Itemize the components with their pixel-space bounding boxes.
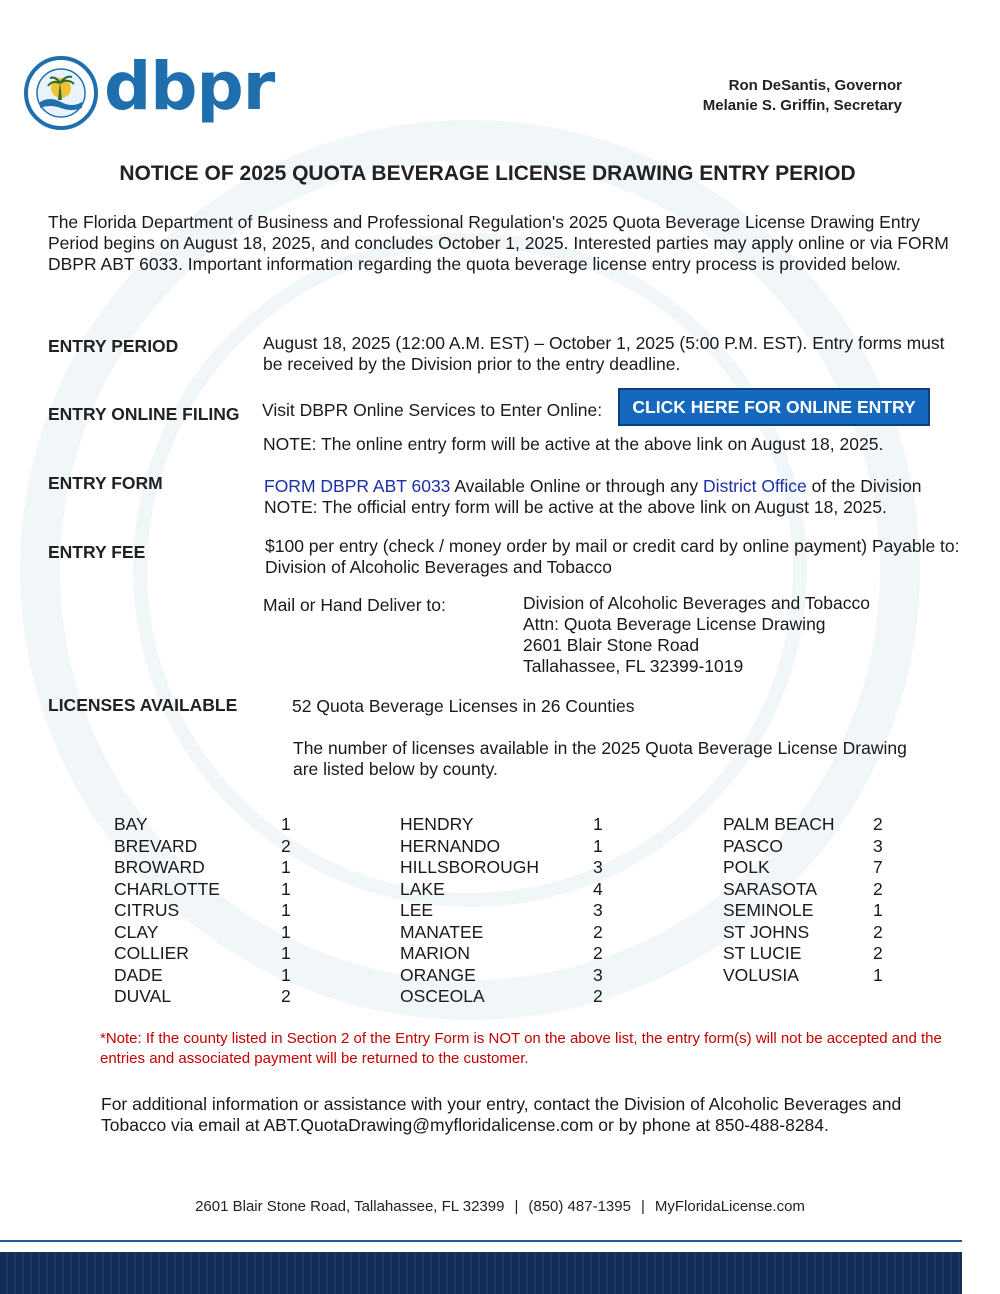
entry-form-line xyxy=(264,476,964,497)
secretary-name: Melanie S. Griffin, Secretary xyxy=(702,97,902,114)
address-line: Attn: Quota Beverage License Drawing xyxy=(523,614,826,634)
contact-paragraph: For additional information or assistance with your entry, contact the Division of Alcoholic Beverages and Tobacco via email at ABT.QuotaDrawing@myfloridalicense.com or by phone at 850-488-8284. xyxy=(101,1094,902,1135)
footer-divider xyxy=(0,1240,962,1242)
county-count: 2 xyxy=(593,921,603,942)
county-count: 2 xyxy=(873,921,883,942)
county-name: OSCEOLA xyxy=(400,986,485,1006)
county-count: 1 xyxy=(593,814,603,834)
county-name: LAKE xyxy=(400,878,445,899)
county-count: 1 xyxy=(281,964,291,985)
county-column-2-counts xyxy=(593,814,603,1008)
county-name: DADE xyxy=(114,964,163,985)
county-name: PASCO xyxy=(723,835,783,856)
county-name: HERNANDO xyxy=(400,835,501,856)
county-name: BREVARD xyxy=(114,835,198,856)
dbpr-logo xyxy=(24,48,275,132)
footer-separator: | xyxy=(640,1198,645,1215)
county-name: PALM BEACH xyxy=(723,814,835,834)
county-name: HILLSBOROUGH xyxy=(400,857,540,877)
county-count: 1 xyxy=(593,835,603,856)
county-count: 3 xyxy=(873,835,883,856)
county-count: 2 xyxy=(873,814,883,834)
entry-form-note: NOTE: The official entry form will be active at the above link on August 18, 2025. xyxy=(264,497,887,517)
district-office-link[interactable]: District Office xyxy=(703,476,807,496)
county-count: 2 xyxy=(281,986,291,1006)
entry-period-text: August 18, 2025 (12:00 A.M. EST) – October 1, 2025 (5:00 P.M. EST). Entry forms must be received by the Division prior to the entry deadline. xyxy=(263,333,945,374)
county-count: 1 xyxy=(281,900,291,920)
county-count: 2 xyxy=(593,943,603,963)
county-count: 3 xyxy=(593,857,603,877)
online-filing-note: NOTE: The online entry form will be active at the above link on August 18, 2025. xyxy=(263,434,884,454)
form-abt-6033-link[interactable]: FORM DBPR ABT 6033 xyxy=(264,476,451,496)
county-count: 3 xyxy=(593,900,603,920)
address-line: Division of Alcoholic Beverages and Tobacco xyxy=(523,593,870,613)
online-filing-label: ENTRY ONLINE FILING xyxy=(48,404,240,424)
county-count: 7 xyxy=(873,857,883,877)
county-count: 1 xyxy=(281,943,291,963)
state-seal-icon xyxy=(24,56,98,130)
county-name: SARASOTA xyxy=(723,878,818,899)
county-column-1-names xyxy=(114,814,220,1008)
footer-phone: (850) 487-1395 xyxy=(528,1198,631,1215)
mail-label: Mail or Hand Deliver to: xyxy=(263,595,446,615)
logo-wordmark: dbpr xyxy=(104,48,275,125)
county-column-3-counts xyxy=(873,814,883,986)
county-name: ST LUCIE xyxy=(723,943,802,963)
county-name: COLLIER xyxy=(114,943,189,963)
entry-period-label: ENTRY PERIOD xyxy=(48,336,179,356)
county-warning-note: *Note: If the county listed in Section 2 of the Entry Form is NOT on the above list, the entry form(s) will not be accepted and the entries and associated payment will be returned to the customer. xyxy=(100,1030,942,1067)
county-count: 2 xyxy=(873,943,883,963)
county-name: MARION xyxy=(400,943,470,963)
county-count: 2 xyxy=(873,878,883,899)
county-count: 1 xyxy=(281,857,291,877)
online-entry-button[interactable]: CLICK HERE FOR ONLINE ENTRY xyxy=(618,388,930,426)
address-line: Tallahassee, FL 32399-1019 xyxy=(523,656,744,676)
county-name: DUVAL xyxy=(114,986,172,1006)
county-count: 1 xyxy=(873,900,883,920)
county-count: 1 xyxy=(281,814,291,834)
online-filing-text: Visit DBPR Online Services to Enter Online: xyxy=(262,400,603,420)
footer xyxy=(0,1198,1000,1215)
intro-paragraph: The Florida Department of Business and Professional Regulation's 2025 Quota Beverage License Drawing Entry Period begins on August 18, 2025, and concludes October 1, 2025. Interested parties may apply online or via FORM DBPR ABT 6033. Important information regarding the quota beverage license entry process is provided below. xyxy=(48,212,949,274)
county-name: ST JOHNS xyxy=(723,921,810,942)
county-name: SEMINOLE xyxy=(723,900,814,920)
county-name: CLAY xyxy=(114,921,159,942)
county-column-2-names xyxy=(400,814,539,1008)
entry-fee-label: ENTRY FEE xyxy=(48,542,146,562)
county-count: 4 xyxy=(593,878,603,899)
county-name: POLK xyxy=(723,857,770,877)
entry-fee-text: $100 per entry (check / money order by mail or credit card by online payment) Payable to: Division of Alcoholic Beverages and Tobacco xyxy=(265,536,960,577)
county-name: ORANGE xyxy=(400,964,476,985)
county-name: CHARLOTTE xyxy=(114,878,220,899)
county-column-3-names xyxy=(723,814,835,986)
mailing-address xyxy=(523,593,870,677)
footer-separator: | xyxy=(514,1198,519,1215)
footer-website-link[interactable]: MyFloridaLicense.com xyxy=(654,1198,805,1215)
entry-form-label: ENTRY FORM xyxy=(48,473,163,493)
county-name: VOLUSIA xyxy=(723,964,799,985)
county-count: 3 xyxy=(593,964,603,985)
county-name: BAY xyxy=(114,814,148,834)
county-name: CITRUS xyxy=(114,900,180,920)
footer-band xyxy=(0,1252,962,1294)
page-title: NOTICE OF 2025 QUOTA BEVERAGE LICENSE DRAWING ENTRY PERIOD xyxy=(119,162,856,185)
licenses-label: LICENSES AVAILABLE xyxy=(48,695,238,715)
county-column-1-counts xyxy=(281,814,291,1008)
county-count: 2 xyxy=(593,986,603,1006)
licenses-description: The number of licenses available in the 2025 Quota Beverage License Drawing are listed below by county. xyxy=(293,738,907,779)
county-count: 1 xyxy=(873,964,883,985)
county-count: 1 xyxy=(281,921,291,942)
county-name: LEE xyxy=(400,900,434,920)
footer-address: 2601 Blair Stone Road, Tallahassee, FL 32399 xyxy=(195,1198,505,1215)
county-count: 2 xyxy=(281,835,291,856)
officials-block xyxy=(703,76,902,116)
county-name: HENDRY xyxy=(400,814,474,834)
governor-name: Ron DeSantis, Governor xyxy=(728,77,902,94)
address-line: 2601 Blair Stone Road xyxy=(523,635,700,655)
licenses-summary: 52 Quota Beverage Licenses in 26 Counties xyxy=(292,696,635,716)
entry-form-text-a: Available Online or through any xyxy=(450,476,704,496)
entry-form-text-b: of the Division xyxy=(806,476,922,496)
county-name: BROWARD xyxy=(114,857,205,877)
county-name: MANATEE xyxy=(400,921,484,942)
county-count: 1 xyxy=(281,878,291,899)
